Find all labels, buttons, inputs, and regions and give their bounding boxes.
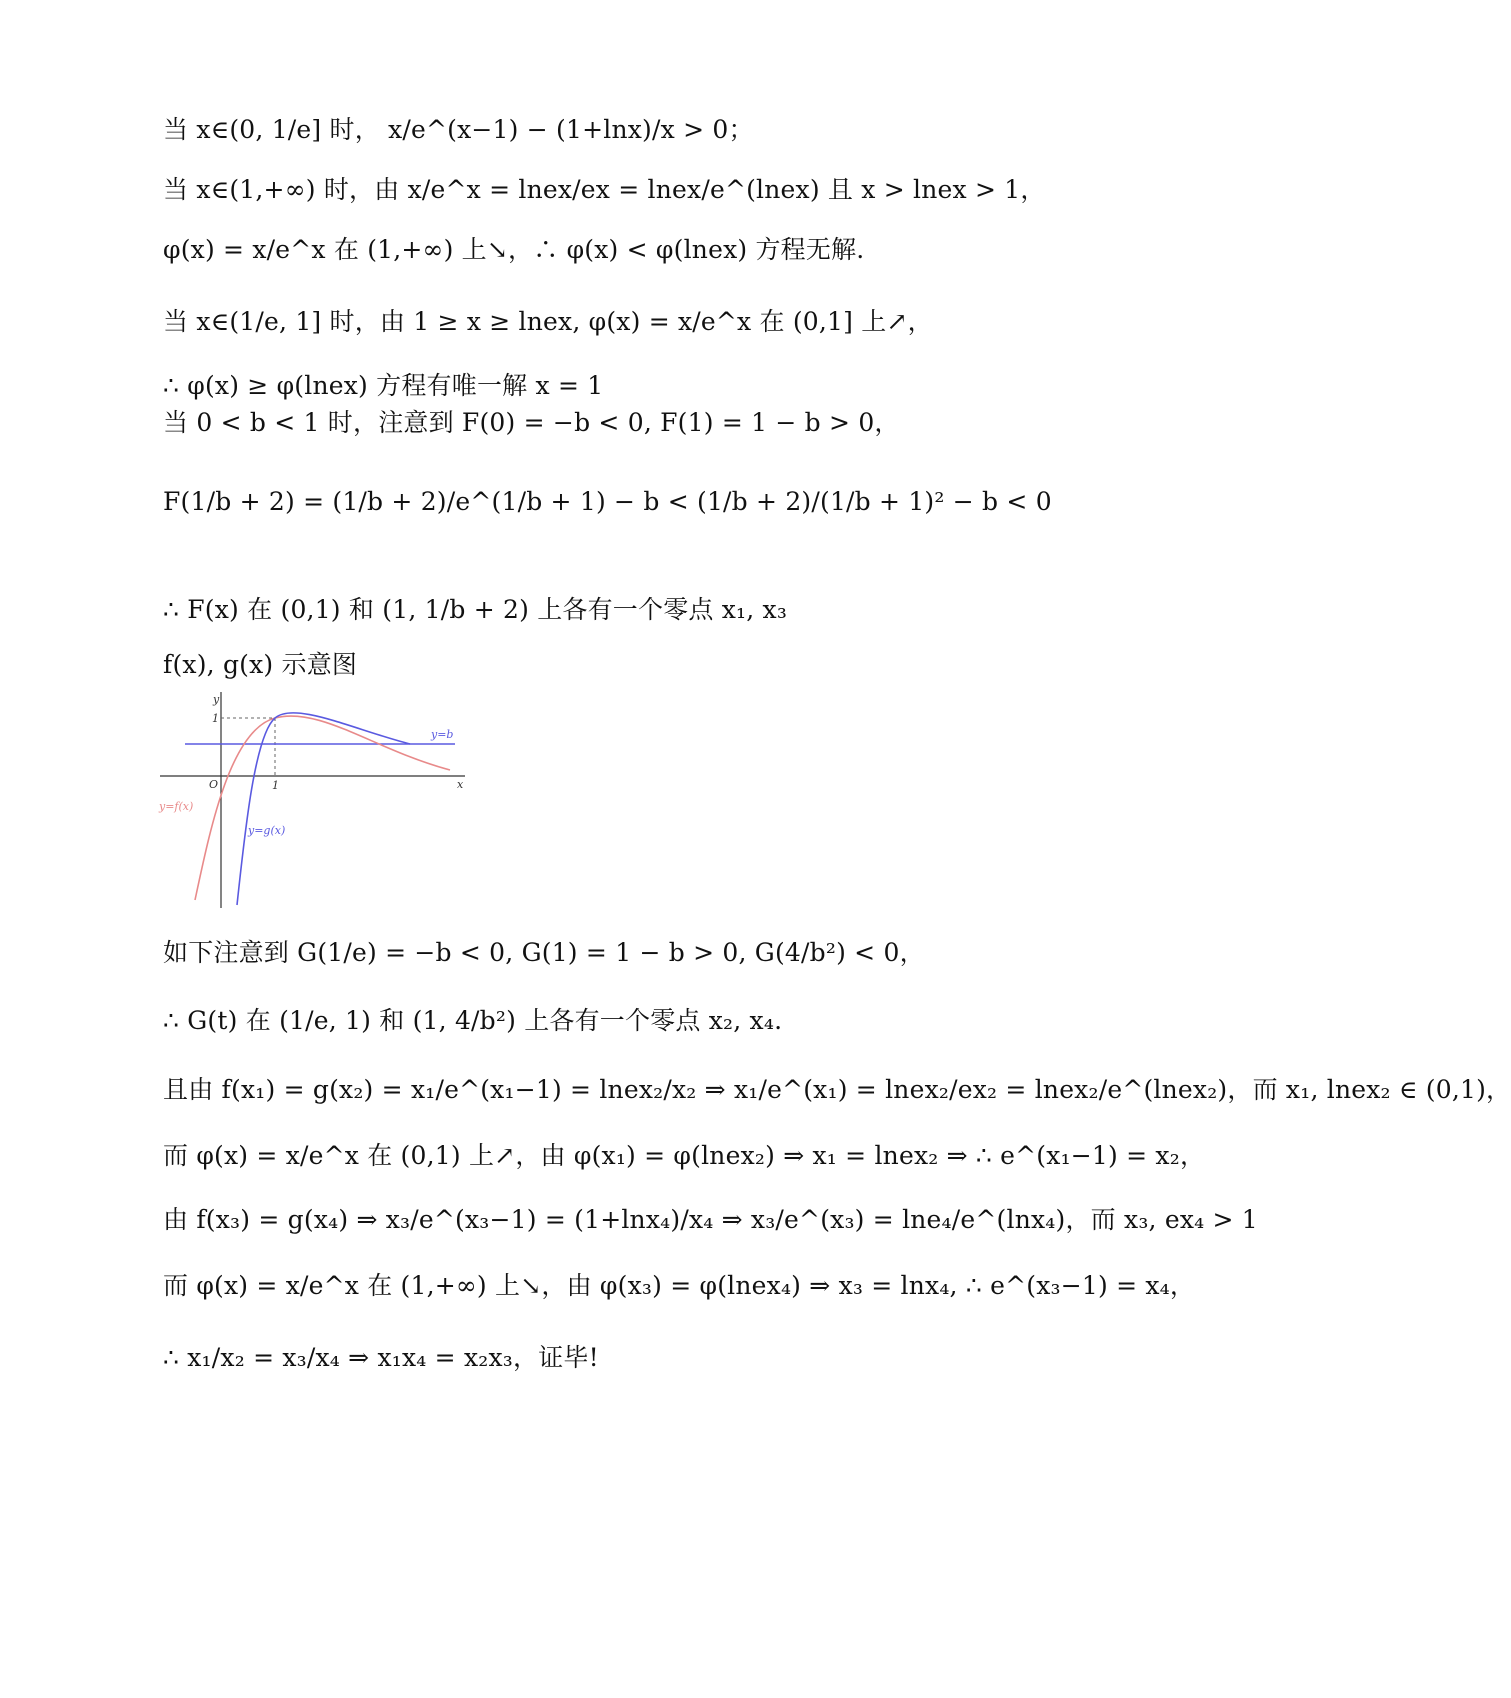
text-line-3: φ(x) = x/e^x 在 (1,+∞) 上↘，∴ φ(x) < φ(lnex) 方程无解. bbox=[163, 235, 865, 264]
y-tick-one: 1 bbox=[212, 712, 219, 725]
label-y-fx: y=f(x) bbox=[159, 800, 194, 813]
label-y-gx: y=g(x) bbox=[248, 824, 286, 837]
x-tick-one: 1 bbox=[272, 779, 279, 792]
text-line-6: 当 0 < b < 1 时，注意到 F(0) = −b < 0, F(1) = 1 − b > 0， bbox=[163, 408, 900, 437]
text-line-7: F(1/b + 2) = (1/b + 2)/e^(1/b + 1) − b < (1/b + 2)/(1/b + 1)² − b < 0 bbox=[163, 487, 1052, 516]
text-line-1: 当 x∈(0, 1/e] 时， x/e^(x−1) − (1+lnx)/x > 0； bbox=[163, 115, 754, 144]
origin-label: O bbox=[209, 778, 219, 791]
text-line-11: 且由 f(x₁) = g(x₂) = x₁/e^(x₁−1) = lnex₂/x₂ ⇒ x₁/e^(x₁) = lnex₂/ex₂ = lnex₂/e^(lnex₂)，而 x₁, lnex₂ ∈ (0,1)， bbox=[163, 1075, 1511, 1104]
text-line-12: 而 φ(x) = x/e^x 在 (0,1) 上↗，由 φ(x₁) = φ(lnex₂) ⇒ x₁ = lnex₂ ⇒ ∴ e^(x₁−1) = x₂， bbox=[163, 1141, 1206, 1170]
figure-caption: f(x), g(x) 示意图 bbox=[163, 650, 358, 679]
text-line-4: 当 x∈(1/e, 1] 时，由 1 ≥ x ≥ lnex, φ(x) = x/e^x 在 (0,1] 上↗， bbox=[163, 307, 933, 336]
text-line-13: 由 f(x₃) = g(x₄) ⇒ x₃/e^(x₃−1) = (1+lnx₄)/x₄ ⇒ x₃/e^(x₃) = lne₄/e^(lnx₄)，而 x₃, ex₄ > 1 bbox=[163, 1205, 1258, 1234]
function-sketch-figure bbox=[155, 690, 485, 910]
text-line-8: ∴ F(x) 在 (0,1) 和 (1, 1/b + 2) 上各有一个零点 x₁, x₃ bbox=[163, 595, 788, 624]
text-line-2: 当 x∈(1,+∞) 时，由 x/e^x = lnex/ex = lnex/e^(lnex) 且 x > lnex > 1， bbox=[163, 175, 1046, 204]
label-y-b: y=b bbox=[431, 728, 454, 741]
g-curve bbox=[237, 713, 410, 905]
function-sketch-svg bbox=[155, 690, 485, 910]
text-line-10: ∴ G(t) 在 (1/e, 1) 和 (1, 4/b²) 上各有一个零点 x₂, x₄. bbox=[163, 1006, 783, 1035]
text-line-5: ∴ φ(x) ≥ φ(lnex) 方程有唯一解 x = 1 bbox=[163, 371, 604, 400]
x-axis-label: x bbox=[457, 778, 464, 791]
text-line-9: 如下注意到 G(1/e) = −b < 0, G(1) = 1 − b > 0, G(4/b²) < 0， bbox=[163, 938, 925, 967]
text-line-14: 而 φ(x) = x/e^x 在 (1,+∞) 上↘，由 φ(x₃) = φ(lnex₄) ⇒ x₃ = lnx₄, ∴ e^(x₃−1) = x₄， bbox=[163, 1271, 1196, 1300]
y-axis-label: y bbox=[213, 693, 220, 706]
text-line-15: ∴ x₁/x₂ = x₃/x₄ ⇒ x₁x₄ = x₂x₃，证毕! bbox=[163, 1343, 599, 1372]
